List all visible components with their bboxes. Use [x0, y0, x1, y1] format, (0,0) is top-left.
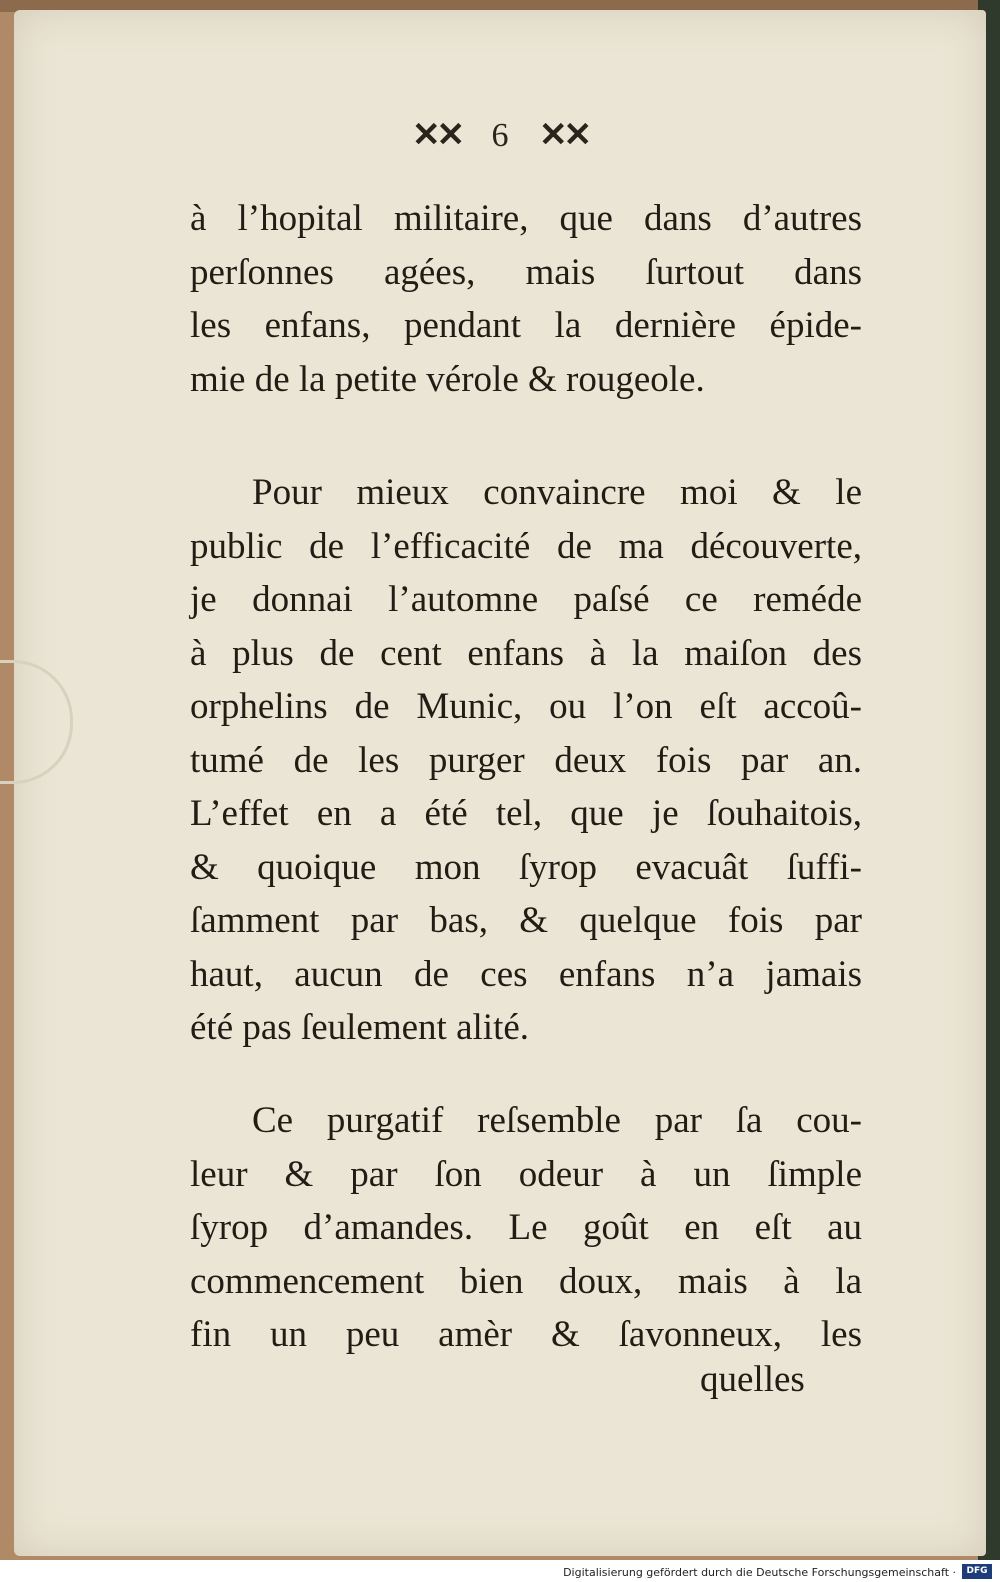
text-line: leur & par ſon odeur à un ſimple — [190, 1153, 862, 1195]
page-header — [0, 115, 1000, 155]
text-line: orphelins de Munic, ou l’on eſt accoû- — [190, 686, 862, 727]
text-line: été pas ſeulement alité. — [190, 1007, 530, 1048]
text-line: je donnai l’automne paſsé ce reméde — [190, 579, 862, 620]
catchword: quelles — [700, 1359, 805, 1400]
ornament-left-icon: ✕✕ — [412, 117, 461, 154]
text-line: Pour mieux convaincre moi & le — [252, 472, 862, 513]
text-line: ſamment par bas, & quelque fois par — [190, 900, 862, 941]
text-line: haut, aucun de ces enfans n’a jamais — [190, 953, 862, 995]
text-line: mie de la petite vérole & rougeole. — [190, 358, 705, 400]
text-line: les enfans, pendant la dernière épide- — [190, 305, 862, 346]
text-line: perſonnes agées, mais ſurtout dans — [190, 251, 862, 293]
text-line: ſyrop d’amandes. Le goût en eſt au — [190, 1207, 862, 1248]
text-line: Ce purgatif reſsemble par ſa cou- — [252, 1100, 862, 1141]
text-line: tumé de les purger deux fois par an. — [190, 739, 862, 781]
text-line: fin un peu amèr & ſavonneux, les — [190, 1314, 862, 1355]
text-line: à plus de cent enfans à la maiſon des — [190, 632, 862, 674]
page-number: 6 — [491, 117, 509, 154]
paragraph-2 — [190, 466, 862, 1055]
text-line: commencement bien doux, mais à la — [190, 1260, 862, 1302]
text-line: L’effet en a été tel, que je ſouhaitois, — [190, 793, 862, 834]
binding-thread — [0, 660, 73, 784]
footer-credit: Digitalisierung gefördert durch die Deutsche Forschungsgemeinschaft · — [563, 1566, 956, 1579]
ornament-right-icon: ✕✕ — [539, 117, 588, 154]
paragraph-3 — [190, 1094, 862, 1362]
text-line: public de l’efficacité de ma découverte, — [190, 525, 862, 567]
dfg-logo-icon: DFG — [962, 1564, 992, 1579]
paragraph-1 — [190, 192, 862, 406]
text-line: & quoique mon ſyrop evacuât ſuffi- — [190, 846, 862, 888]
text-line: à l’hopital militaire, que dans d’autres — [190, 198, 862, 239]
footer-bar — [0, 1560, 1000, 1582]
